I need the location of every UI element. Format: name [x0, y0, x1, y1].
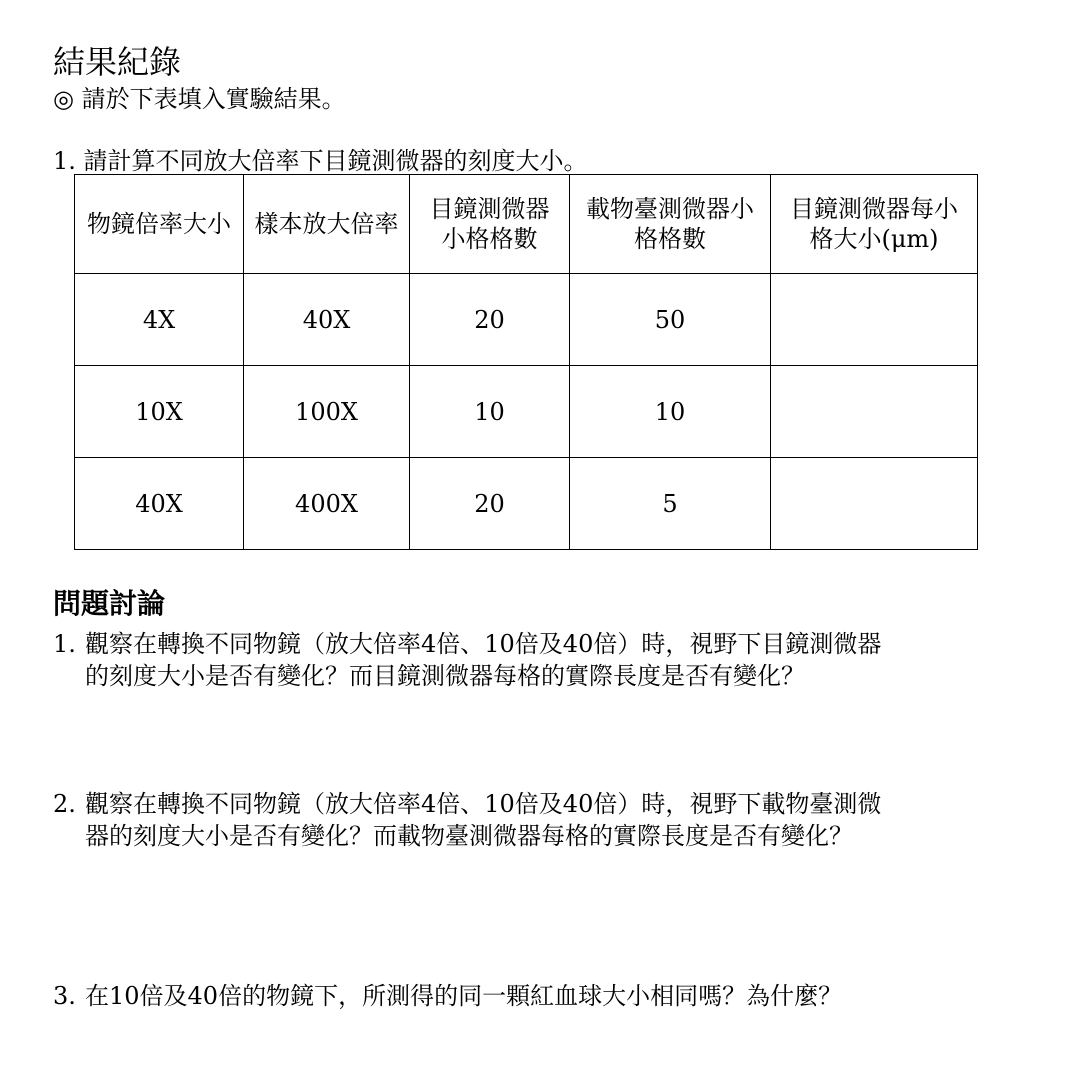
discussion-question-2: [53, 788, 881, 852]
table-cell: 20: [410, 274, 570, 366]
table-cell: 100X: [244, 366, 410, 458]
table-cell: 50: [570, 274, 771, 366]
table-row: [75, 366, 978, 458]
table-header-row: [75, 175, 978, 274]
table-cell: 10X: [75, 366, 244, 458]
results-heading: 結果紀錄: [53, 43, 182, 81]
question-text-line: 的刻度大小是否有變化？而目鏡測微器每格的實際長度是否有變化？: [85, 662, 805, 690]
table-cell: 40X: [244, 274, 410, 366]
table-cell: 10: [410, 366, 570, 458]
table-cell: 20: [410, 458, 570, 550]
answer-cell[interactable]: [771, 458, 978, 550]
header-stage-divisions-label: 載物臺測微器小格格數: [586, 195, 754, 253]
table-cell: 40X: [75, 458, 244, 550]
table-cell: 5: [570, 458, 771, 550]
header-sample-magnification-label: 樣本放大倍率: [254, 210, 399, 238]
discussion-question-3: [53, 980, 842, 1012]
instruction-text: ◎ 請於下表填入實驗結果。: [53, 85, 346, 113]
header-stage-divisions: [570, 175, 771, 274]
question-text-line: 觀察在轉換不同物鏡（放大倍率4倍、10倍及40倍）時，視野下目鏡測微器: [85, 630, 882, 658]
table-question-label: 1. 請計算不同放大倍率下目鏡測微器的刻度大小。: [53, 147, 588, 175]
question-text-line: 觀察在轉換不同物鏡（放大倍率4倍、10倍及40倍）時，視野下載物臺測微: [85, 790, 882, 818]
header-objective-magnification: [75, 175, 244, 274]
answer-cell[interactable]: [771, 366, 978, 458]
discussion-heading: 問題討論: [53, 587, 166, 620]
question-number: 1.: [53, 630, 76, 658]
header-objective-magnification-label: 物鏡倍率大小: [87, 210, 231, 238]
question-text-line: 器的刻度大小是否有變化？而載物臺測微器每格的實際長度是否有變化？: [85, 822, 853, 850]
header-eyepiece-divisions: [410, 175, 570, 274]
answer-cell[interactable]: [771, 274, 978, 366]
header-division-size-label: 目鏡測微器每小格大小(μm): [790, 195, 958, 253]
table-cell: 10: [570, 366, 771, 458]
question-number: 2.: [53, 790, 76, 818]
question-number: 3.: [53, 982, 76, 1010]
table-row: [75, 458, 978, 550]
header-sample-magnification: [244, 175, 410, 274]
header-eyepiece-divisions-label: 目鏡測微器小格格數: [429, 195, 550, 253]
header-division-size: [771, 175, 978, 274]
question-text-line: 在10倍及40倍的物鏡下，所測得的同一顆紅血球大小相同嗎？為什麼？: [85, 982, 843, 1010]
table-row: [75, 274, 978, 366]
table-cell: 400X: [244, 458, 410, 550]
discussion-question-1: [53, 628, 881, 692]
table-cell: 4X: [75, 274, 244, 366]
results-table: [74, 174, 978, 550]
